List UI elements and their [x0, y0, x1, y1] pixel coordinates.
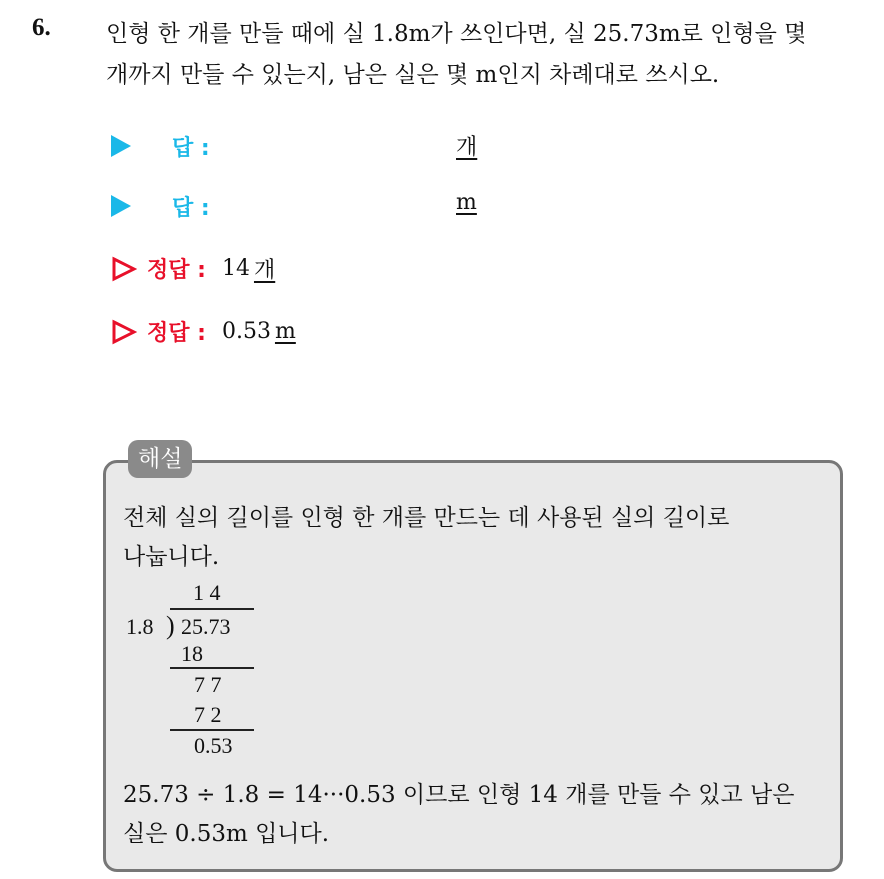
correct-answer-1: [111, 253, 275, 284]
correct-answer-2: [111, 316, 296, 347]
answer-blank-length[interactable]: m: [456, 190, 477, 215]
correct-answer-unit: 개: [253, 258, 276, 283]
explanation-badge: 해설: [128, 440, 192, 478]
correct-answer-label: 정답 :: [147, 321, 206, 346]
answer-arrow-icon: [111, 195, 131, 217]
division-rule: [170, 667, 254, 669]
question-number: 6.: [32, 14, 51, 41]
explanation-line-3: 25.73 ÷ 1.8 = 14···0.53 이므로 인형 14 개를 만들 수 있고 남은: [123, 782, 795, 808]
division-quotient: 1 4: [193, 580, 221, 605]
answer-blank-count[interactable]: 개: [456, 135, 478, 160]
division-dividend: 25.73: [181, 614, 231, 639]
answer-arrow-icon: [111, 135, 131, 157]
explanation-line-4: 실은 0.53m 입니다.: [123, 821, 330, 847]
division-step-3: 7 2: [194, 702, 222, 727]
division-rule: [170, 729, 254, 731]
explanation-line-1: 전체 실의 길이를 인형 한 개를 만드는 데 사용된 실의 길이로: [123, 505, 730, 531]
division-step-2: 7 7: [194, 672, 222, 697]
question-text-line-1: 인형 한 개를 만들 때에 실 1.8m가 쓰인다면, 실 25.73m로 인형을 몇: [106, 21, 807, 47]
correct-answer-value: 0.53: [221, 319, 271, 344]
hollow-triangle-icon: [111, 319, 137, 345]
explanation-line-2: 나눕니다.: [123, 544, 220, 570]
division-step-1: 18: [181, 641, 203, 666]
division-remainder: 0.53: [194, 733, 233, 758]
correct-answer-unit: m: [274, 319, 296, 344]
division-divisor: 1.8: [126, 614, 154, 639]
division-bar: [170, 608, 254, 610]
answer-label-count: 답 :: [172, 136, 210, 161]
question-text-line-2: 개까지 만들 수 있는지, 남은 실은 몇 m인지 차례대로 쓰시오.: [106, 62, 720, 88]
division-bracket: ): [166, 611, 175, 640]
correct-answer-value: 14: [221, 256, 250, 281]
correct-answer-label: 정답 :: [147, 258, 206, 283]
hollow-triangle-icon: [111, 256, 137, 282]
answer-label-length: 답 :: [172, 196, 210, 221]
